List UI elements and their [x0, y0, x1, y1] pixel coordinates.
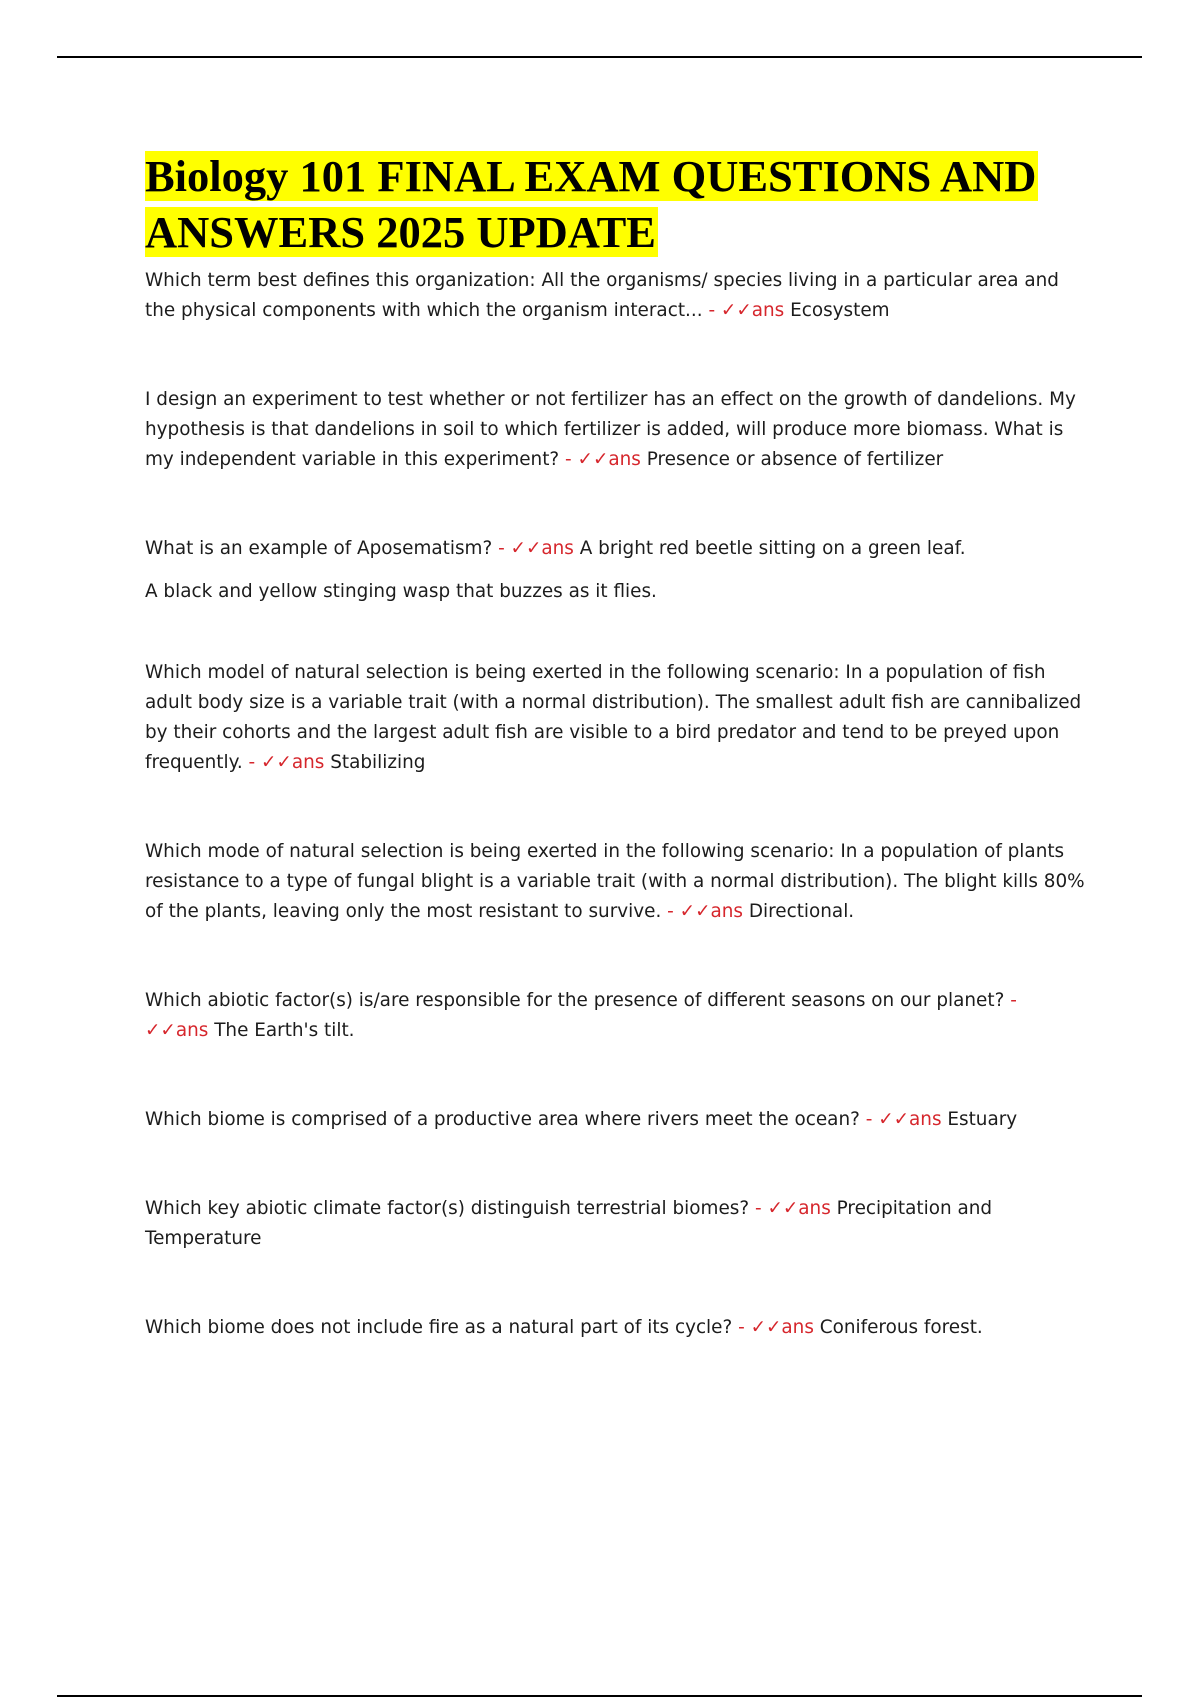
- answer-text: Estuary: [947, 1109, 1018, 1130]
- answer-marker: - ✓✓ans: [145, 990, 1017, 1041]
- question-text: Which biome does not include fire as a natural part of its cycle?: [145, 1317, 733, 1338]
- question-text: Which term best defines this organization: All the organisms/ species living in a particular area and the physical components with which the organism interact...: [145, 270, 1059, 321]
- answer-text: Directional.: [748, 901, 855, 922]
- qa-item: [145, 986, 1085, 1046]
- qa-item: [145, 534, 1085, 564]
- question-text: Which model of natural selection is being exerted in the following scenario: In a population of fish adult body size is a variable trait (with a normal distribution). The smallest adult fish are cannibalized by their cohorts and the largest adult fish are visible to a bird predator and tend to be preyed upon frequently.: [145, 662, 1082, 773]
- answer-marker: - ✓✓ans: [498, 538, 574, 559]
- answer-text: Coniferous forest.: [819, 1317, 983, 1338]
- answer-marker: - ✓✓ans: [738, 1317, 814, 1338]
- bottom-rule: [57, 1695, 1142, 1697]
- answer-text: Ecosystem: [790, 300, 890, 321]
- qa-item: [145, 1313, 1085, 1343]
- answer-text: Stabilizing: [330, 752, 426, 773]
- answer-marker: - ✓✓ans: [667, 901, 743, 922]
- answer-marker: - ✓✓ans: [708, 300, 785, 321]
- answer-text: A bright red beetle sitting on a green leaf.: [579, 538, 966, 559]
- qa-item: [145, 837, 1085, 927]
- document-title: [145, 148, 1085, 260]
- answer-marker: - ✓✓ans: [754, 1198, 831, 1219]
- qa-item: [145, 385, 1085, 475]
- top-rule: [57, 56, 1142, 58]
- question-text: I design an experiment to test whether or not fertilizer has an effect on the growth of dandelions. My hypothesis is that dandelions in soil to which fertilizer is added, will produce more biomass. What is my independent variable in this experiment?: [145, 389, 1076, 470]
- answer-text: Precipitation and Temperature: [145, 1198, 993, 1249]
- answer-marker: - ✓✓ans: [248, 752, 325, 773]
- answer-marker: - ✓✓ans: [865, 1109, 942, 1130]
- question-text: Which key abiotic climate factor(s) distinguish terrestrial biomes?: [145, 1198, 750, 1219]
- answer-text: The Earth's tilt.: [214, 1020, 355, 1041]
- answer-continuation: A black and yellow stinging wasp that buzzes as it flies.: [145, 581, 657, 602]
- qa-item: [145, 266, 1085, 326]
- qa-item: [145, 658, 1085, 778]
- question-text: Which mode of natural selection is being exerted in the following scenario: In a population of plants resistance to a type of fungal blight is a variable trait (with a normal distribution). The blight kills 80% of the plants, leaving only the most resistant to survive.: [145, 841, 1085, 922]
- question-text: Which biome is comprised of a productive area where rivers meet the ocean?: [145, 1109, 860, 1130]
- document-body: [145, 148, 1085, 1343]
- question-text: What is an example of Aposematism?: [145, 538, 493, 559]
- qa-item: [145, 1194, 1085, 1254]
- question-text: Which abiotic factor(s) is/are responsible for the presence of different seasons on our planet?: [145, 990, 1005, 1011]
- answer-marker: - ✓✓ans: [565, 449, 641, 470]
- answer-text: Presence or absence of fertilizer: [646, 449, 944, 470]
- title-highlight: Biology 101 FINAL EXAM QUESTIONS AND ANSWERS 2025 UPDATE: [145, 151, 1037, 257]
- qa-item: [145, 1105, 1085, 1135]
